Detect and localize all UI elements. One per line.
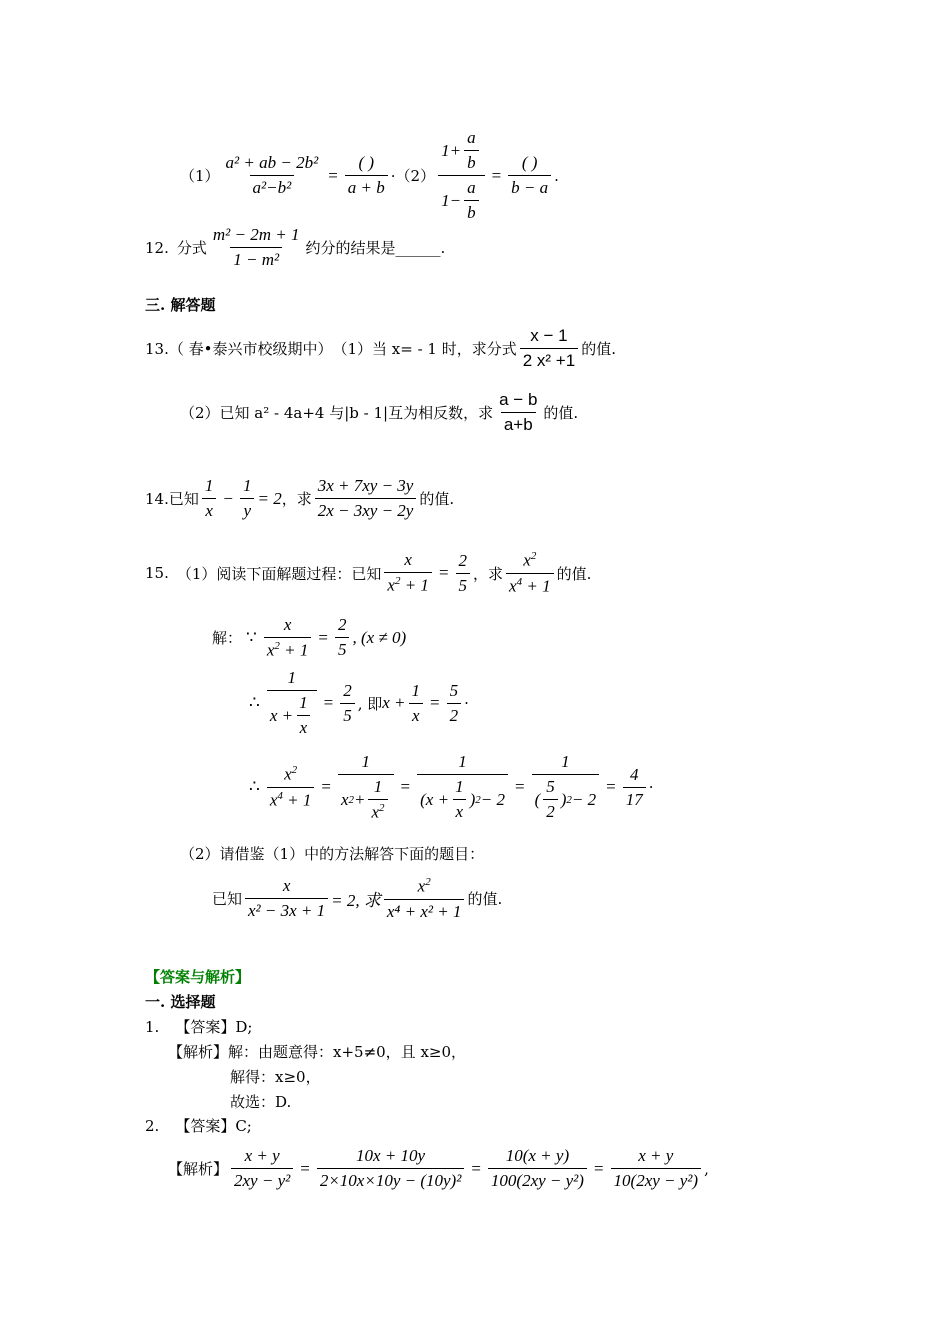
q15-solution-line2: ∴ 1 x + $\frac{1}{x}$ = $\frac{2}{5}$ , 即 x + $\frac{1}{x}$ = $\frac{5}{2}$ · <box>249 668 469 737</box>
answer1-solve: 解得：x≥0， <box>230 1068 321 1086</box>
q13-part1-line: 13. （ 春•泰兴市校级期中） （1）当 x= - 1 时，求分式 $\frac{x - 1}{\text{2 x² +1}}$ 的值. <box>145 326 616 370</box>
answer2-analysis: 【解析】 $\frac{x + y}{\text{2xy − y²}}$ = $\frac{10x + 10y}{\text{2×10x×10y − (10y)²}}$ = $\frac{10(x + y)}{\text{100(2xy − y²)}}$ = $\frac{x + y}{\text{10(2xy − y²)}}$ , <box>168 1146 709 1190</box>
q11-fraction2-result: $\frac{( )}{b - a}$ <box>508 153 551 198</box>
q13-part2-line: （2）已知 a² - 4a+4 与|b - 1|互为相反数，求 $\frac{a - b}{a+b}$ 的值. <box>180 390 579 434</box>
answers-section1: 一. 选择题 <box>145 993 216 1011</box>
q12-fraction: $\frac{\text{m² − 2m + 1}}{\text{1 − m²}}$ <box>212 225 300 269</box>
answers-heading: 【答案与解析】 <box>145 968 251 986</box>
q11-fraction1: $\frac{\text{a² + ab − 2b²}}{\text{a²−b²}}$ <box>225 153 319 197</box>
answer1-line: 1. 【答案】D; <box>145 1017 253 1036</box>
q12-number: 12. <box>145 238 169 257</box>
q11-line: （1） $\frac{\text{a² + ab − 2b²}}{\text{a²−b²}}$ = $\frac{( )}{a + b}$ · （2） 1+ $\frac{a}{b}$ 1− $\frac{a}{b}$ = $\frac{( )}{b - a}$ . <box>180 128 559 222</box>
q11-label1: （1） <box>180 167 220 185</box>
q15-solution-line3: ∴ $\frac{x^2}{x^4 + 1}$ = 1 x 2 + $\frac{1}{x^2}$ = 1 (x + $\frac{1}{x}$ ) 2 − 2 = 1 ( $\frac{5}{2}$ ) 2 − 2 = $\frac{4}{17}$ · <box>249 752 654 822</box>
q15-part1-line: 15. （1）阅读下面解题过程：已知 $\frac{x}{x^2 + 1}$ = $\frac{2}{5}$ ，求 $\frac{x^2}{x^4 + 1}$ 的值. <box>145 550 592 596</box>
q11-fraction2: 1+ $\frac{a}{b}$ 1− $\frac{a}{b}$ <box>438 128 484 223</box>
q14-line: 14. 已知 $\frac{1}{x}$ − $\frac{1}{y}$ = 2 ，求 $\frac{3x + 7xy - 3y}{2x - 3xy - 2y}$ 的值. <box>145 476 455 520</box>
q13-fraction1: $\frac{x - 1}{\text{2 x² +1}}$ <box>520 326 578 371</box>
q14-target-fraction: $\frac{3x + 7xy - 3y}{2x - 3xy - 2y}$ <box>315 476 417 521</box>
q15-part2-line: （2）请借鉴（1）中的方法解答下面的题目： <box>180 845 485 863</box>
q15-part2-given: 已知 $\frac{x}{\text{x² − 3x + 1}}$ = 2, 求 $\frac{x^2}{\text{x⁴ + x² + 1}}$ 的值. <box>212 876 503 921</box>
q11-fraction1-result: $\frac{( )}{a + b}$ <box>345 153 388 198</box>
q11-label2: （2） <box>395 167 436 185</box>
answer1-choose: 故选：D. <box>230 1093 292 1111</box>
answer1-analysis: 【解析】解：由题意得：x+5≠0，且 x≥0， <box>168 1043 467 1061</box>
q15-solution-line1: 解： ∵ $\frac{x}{x^2 + 1}$ = $\frac{2}{5}$ , (x ≠ 0) <box>212 615 407 660</box>
answer2-line: 2. 【答案】C; <box>145 1116 252 1135</box>
q13-fraction2: $\frac{a - b}{a+b}$ <box>499 390 538 434</box>
section-3-title: 三. 解答题 <box>145 296 216 314</box>
q12-line: 12. 分式 $\frac{\text{m² − 2m + 1}}{\text{1 − m²}}$ 约分的结果是______. <box>145 225 446 269</box>
